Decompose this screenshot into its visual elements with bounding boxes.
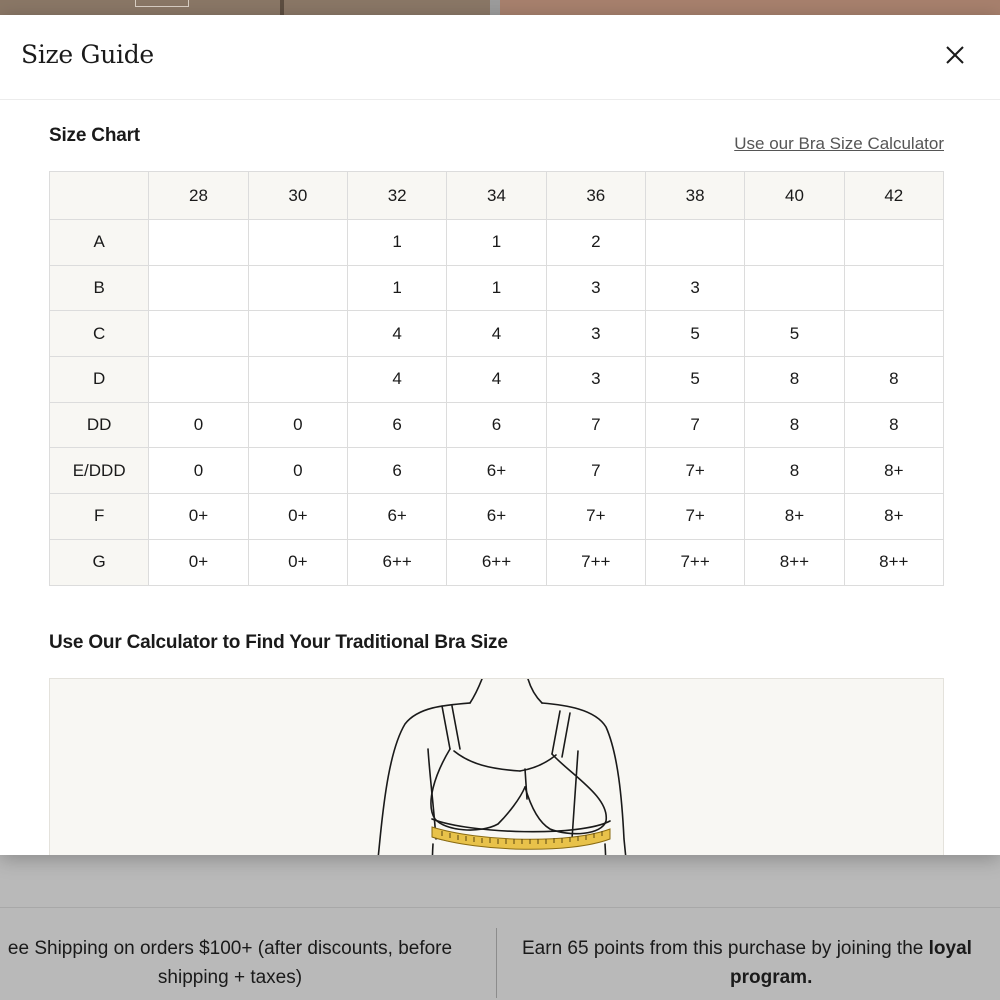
size-cell: 7+ [645,448,744,494]
size-cell: 4 [447,357,546,403]
background-pole [280,0,284,16]
free-shipping-promo [0,934,480,992]
size-cell: 5 [645,311,744,357]
size-cell [745,220,844,266]
table-row [50,402,944,448]
size-cell: 7++ [546,539,645,585]
size-cell: 0 [149,402,248,448]
size-cell: 7+ [645,494,744,540]
band-header-38: 38 [645,172,744,220]
band-header-34: 34 [447,172,546,220]
table-row [50,448,944,494]
size-cell: 1 [347,265,446,311]
size-cell [745,265,844,311]
size-cell [248,220,347,266]
size-cell: 6+ [447,494,546,540]
size-cell: 1 [347,220,446,266]
size-cell [844,220,943,266]
size-cell: 0 [149,448,248,494]
promo-bar [0,907,1000,1000]
background-image-right [500,0,1000,16]
size-cell: 1 [447,220,546,266]
size-cell: 8 [844,402,943,448]
size-cell [149,220,248,266]
size-cell: 5 [745,311,844,357]
modal-header [0,15,1000,100]
loyalty-line-1-text: Earn 65 points from this purchase by joining the [522,938,929,959]
size-cell: 7 [645,402,744,448]
size-chart-title: Size Chart [49,125,140,146]
size-cell [844,265,943,311]
size-cell [844,311,943,357]
size-cell: 8 [745,357,844,403]
loyalty-line-2 [522,963,1000,992]
cup-label: D [50,357,149,403]
size-cell: 8+ [844,448,943,494]
size-cell: 4 [347,311,446,357]
size-cell: 0+ [248,539,347,585]
size-cell: 8 [745,402,844,448]
background-frame-mark [135,0,189,7]
size-cell: 3 [546,265,645,311]
size-cell: 4 [347,357,446,403]
band-header-40: 40 [745,172,844,220]
size-chart-table [49,171,944,586]
table-row [50,357,944,403]
size-cell [149,311,248,357]
size-cell [645,220,744,266]
size-cell: 0 [248,402,347,448]
table-row [50,494,944,540]
table-row [50,311,944,357]
cup-label: C [50,311,149,357]
size-cell: 6+ [347,494,446,540]
band-header-30: 30 [248,172,347,220]
size-cell [248,265,347,311]
size-cell: 3 [546,357,645,403]
table-row [50,265,944,311]
size-cell [248,357,347,403]
cup-label: DD [50,402,149,448]
size-cell: 8+ [844,494,943,540]
size-cell [149,357,248,403]
modal-title: Size Guide [21,40,154,69]
loyalty-promo [522,934,1000,992]
size-cell: 6++ [347,539,446,585]
band-header-28: 28 [149,172,248,220]
table-body [50,220,944,586]
band-header-42: 42 [844,172,943,220]
size-cell: 8++ [844,539,943,585]
bra-illustration-icon [50,679,944,855]
size-cell: 0 [248,448,347,494]
size-cell: 6++ [447,539,546,585]
size-cell: 0+ [149,494,248,540]
table-row [50,220,944,266]
size-cell: 8++ [745,539,844,585]
background-gap [490,0,500,16]
size-cell: 4 [447,311,546,357]
table-header-row [50,172,944,220]
size-guide-modal [0,15,1000,855]
loyalty-line-1 [522,934,1000,963]
size-cell: 6+ [447,448,546,494]
cup-label: E/DDD [50,448,149,494]
table-row [50,539,944,585]
size-cell: 0+ [149,539,248,585]
band-header-36: 36 [546,172,645,220]
size-cell: 0+ [248,494,347,540]
cup-label: B [50,265,149,311]
close-button[interactable] [940,40,970,70]
size-cell: 8+ [745,494,844,540]
size-cell [248,311,347,357]
calculator-title: Use Our Calculator to Find Your Traditional Bra Size [49,632,508,653]
background-page-strip [0,0,1000,16]
size-cell: 8 [844,357,943,403]
size-cell: 7++ [645,539,744,585]
loyalty-link[interactable]: loyal [928,938,972,959]
size-cell: 3 [645,265,744,311]
size-cell: 7+ [546,494,645,540]
size-cell: 6 [347,448,446,494]
cup-label: A [50,220,149,266]
cup-label: G [50,539,149,585]
size-cell [149,265,248,311]
size-cell: 5 [645,357,744,403]
size-cell: 8 [745,448,844,494]
size-cell: 6 [347,402,446,448]
loyalty-program-link[interactable]: program. [730,967,813,988]
size-cell: 7 [546,448,645,494]
size-cell: 7 [546,402,645,448]
size-cell: 2 [546,220,645,266]
band-header-32: 32 [347,172,446,220]
size-cell: 3 [546,311,645,357]
size-cell: 6 [447,402,546,448]
bra-size-calculator-link[interactable]: Use our Bra Size Calculator [734,134,944,153]
table-corner-cell [50,172,149,220]
background-image-left [0,0,490,16]
size-cell: 1 [447,265,546,311]
close-icon [940,40,970,70]
bra-measuring-illustration [49,678,944,855]
promo-divider [496,928,497,998]
free-shipping-line-1: ee Shipping on orders $100+ (after discounts, before [7,938,453,959]
cup-label: F [50,494,149,540]
free-shipping-line-2: shipping + taxes) [157,967,303,988]
